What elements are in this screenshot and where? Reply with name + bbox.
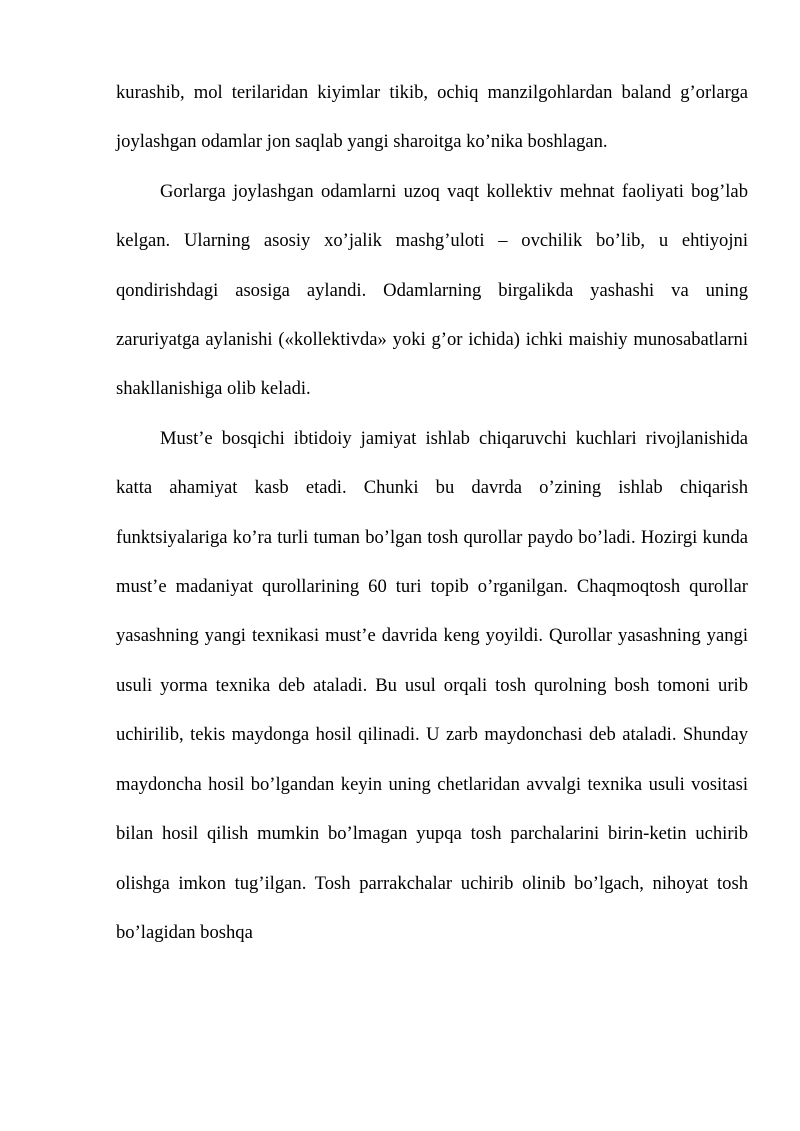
paragraph-3: Must’e bosqichi ibtidoiy jamiyat ishlab chiqaruvchi kuchlari rivojlanishida katta ahamiyat kasb etadi. Chunki bu davrda o’zining ishlab chiqarish funktsiyalariga ko’ra turli tuman bo’lgan tosh qurollar paydo bo’ladi. Hozirgi kunda must’e madaniyat qurollarining 60 turi topib o’rganilgan. Chaqmoqtosh qurollar yasashning yangi texnikasi must’e davrida keng yoyildi. Qurollar yasashning yangi usuli yorma texnika deb ataladi. Bu usul orqali tosh qurolning bosh tomoni urib uchirilib, tekis maydonga hosil qilinadi. U zarb maydonchasi deb ataladi. Shunday maydoncha hosil bo’lgandan keyin uning chetlaridan avvalgi texnika usuli vositasi bilan hosil qilish mumkin bo’lmagan yupqa tosh parchalarini birin-ketin uchirib olishga imkon tug’ilgan. Tosh parrakchalar uchirib olinib bo’lgach, nihoyat tosh bo’lagidan boshqa xyxy=(116,427,748,943)
paragraph-2: Gorlarga joylashgan odamlarni uzoq vaqt kollektiv mehnat faoliyati bog’lab kelgan. Ularning asosiy xo’jalik mashg’uloti – ovchilik bo’lib, u ehtiyojni qondirishdagi asosiga aylandi. Odamlarning birgalikda yashashi va uning zaruriyatga aylanishi («kollektivda» yoki g’or ichida) ichki maishiy munosabatlarni shakllanishiga olib keladi. xyxy=(116,180,748,400)
paragraph-1: kurashib, mol terilaridan kiyimlar tikib, ochiq manzilgohlardan baland g’orlarga joylashgan odamlar jon saqlab yangi sharoitga ko’nika boshlagan. xyxy=(116,82,748,153)
document-page xyxy=(116,68,748,957)
